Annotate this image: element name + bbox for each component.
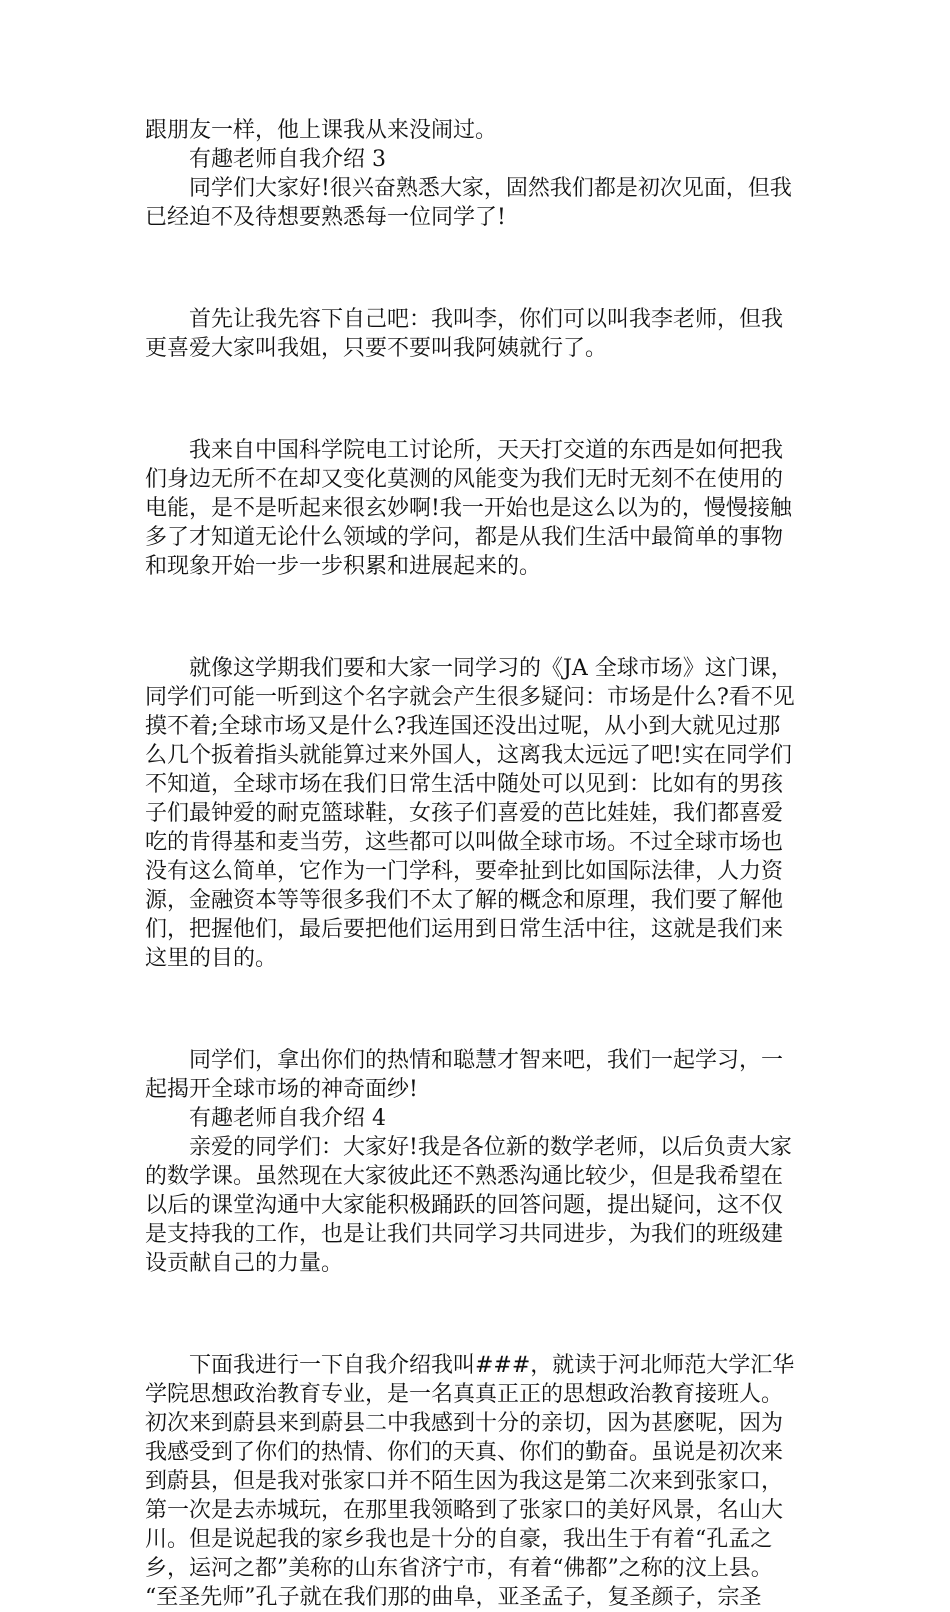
- text-line: 以后的课堂沟通中大家能积极踊跃的回答问题，提出疑问，这不仅: [145, 1193, 784, 1218]
- text-line: 亲爱的同学们：大家好!我是各位新的数学老师，以后负责大家: [189, 1135, 792, 1160]
- text-line: 们身边无所不在却又变化莫测的风能变为我们无时无刻不在使用的: [145, 467, 784, 492]
- text-line: 就像这学期我们要和大家一同学习的《JA 全球市场》这门课，: [189, 656, 793, 681]
- text-line: 是支持我的工作，也是让我们共同学习共同进步，为我们的班级建: [145, 1222, 784, 1247]
- text-line: 我来自中国科学院电工讨论所，天天打交道的东西是如何把我: [189, 438, 784, 463]
- document-page: [145, 116, 805, 1612]
- text-line: 源，金融资本等等很多我们不太了解的概念和原理，我们要了解他: [145, 888, 784, 913]
- text-line: 摸不着;全球市场又是什么?我连国还没出过呢，从小到大就见过那: [145, 714, 781, 739]
- text-line: 设贡献自己的力量。: [145, 1251, 344, 1276]
- text-line: 有趣老师自我介绍 3: [189, 147, 386, 172]
- text-line: 乡，运河之都”美称的山东省济宁市，有着“佛都”之称的汶上县。: [145, 1556, 773, 1581]
- text-line: 么几个扳着指头就能算过来外国人，这离我太远远了吧!实在同学们: [145, 743, 792, 768]
- text-line: 到蔚县，但是我对张家口并不陌生因为我这是第二次来到张家口，: [145, 1469, 784, 1494]
- paragraph-spacer: [145, 995, 805, 1024]
- paragraph-spacer: [145, 254, 805, 283]
- text-line: 初次来到蔚县来到蔚县二中我感到十分的亲切，因为甚麽呢，因为: [145, 1411, 784, 1436]
- text-line: 首先让我先容下自己吧：我叫李，你们可以叫我李老师，但我: [189, 307, 784, 332]
- text-line: 已经迫不及待想要熟悉每一位同学了!: [145, 205, 506, 230]
- text-line: 没有这么简单，它作为一门学科，要牵扯到比如国际法律，人力资: [145, 859, 784, 884]
- text-line: 更喜爱大家叫我姐，只要不要叫我阿姨就行了。: [145, 336, 608, 361]
- text-line: 和现象开始一步一步积累和进展起来的。: [145, 554, 542, 579]
- text-line: 子们最钟爱的耐克篮球鞋，女孩子们喜爱的芭比娃娃，我们都喜爱: [145, 801, 784, 826]
- text-line: 学院思想政治教育专业，是一名真真正正的思想政治教育接班人。: [145, 1382, 784, 1407]
- text-line: 跟朋友一样，他上课我从来没闹过。: [145, 118, 498, 143]
- text-line: 第一次是去赤城玩，在那里我领略到了张家口的美好风景，名山大: [145, 1498, 784, 1523]
- text-line: 起揭开全球市场的神奇面纱!: [145, 1077, 418, 1102]
- text-line: 多了才知道无论什么领域的学问，都是从我们生活中最简单的事物: [145, 525, 784, 550]
- text-line: 这里的目的。: [145, 946, 278, 971]
- text-line: 同学们大家好!很兴奋熟悉大家，固然我们都是初次见面，但我: [189, 176, 792, 201]
- text-line: 吃的肯得基和麦当劳，这些都可以叫做全球市场。不过全球市场也: [145, 830, 784, 855]
- text-line: 川。但是说起我的家乡我也是十分的自豪，我出生于有着“孔孟之: [145, 1527, 773, 1552]
- text-line: 我感受到了你们的热情、你们的天真、你们的勤奋。虽说是初次来: [145, 1440, 784, 1465]
- text-line: 有趣老师自我介绍 4: [189, 1106, 386, 1131]
- text-line: 的数学课。虽然现在大家彼此还不熟悉沟通比较少，但是我希望在: [145, 1164, 784, 1189]
- text-line: 下面我进行一下自我介绍我叫###，就读于河北师范大学汇华: [189, 1353, 795, 1378]
- text-line: 不知道，全球市场在我们日常生活中随处可以见到：比如有的男孩: [145, 772, 784, 797]
- paragraph-spacer: [145, 385, 805, 414]
- paragraph-spacer: [145, 603, 805, 632]
- text-line: “至圣先师”孔子就在我们那的曲阜，亚圣孟子，复圣颜子，宗圣: [145, 1585, 762, 1610]
- text-line: 电能，是不是听起来很玄妙啊!我一开始也是这么以为的，慢慢接触: [145, 496, 792, 521]
- text-line: 同学们，拿出你们的热情和聪慧才智来吧，我们一起学习，一: [189, 1048, 784, 1073]
- text-line: 同学们可能一听到这个名字就会产生很多疑问：市场是什么?看不见: [145, 685, 795, 710]
- paragraph-spacer: [145, 1300, 805, 1329]
- text-line: 们，把握他们，最后要把他们运用到日常生活中往，这就是我们来: [145, 917, 784, 942]
